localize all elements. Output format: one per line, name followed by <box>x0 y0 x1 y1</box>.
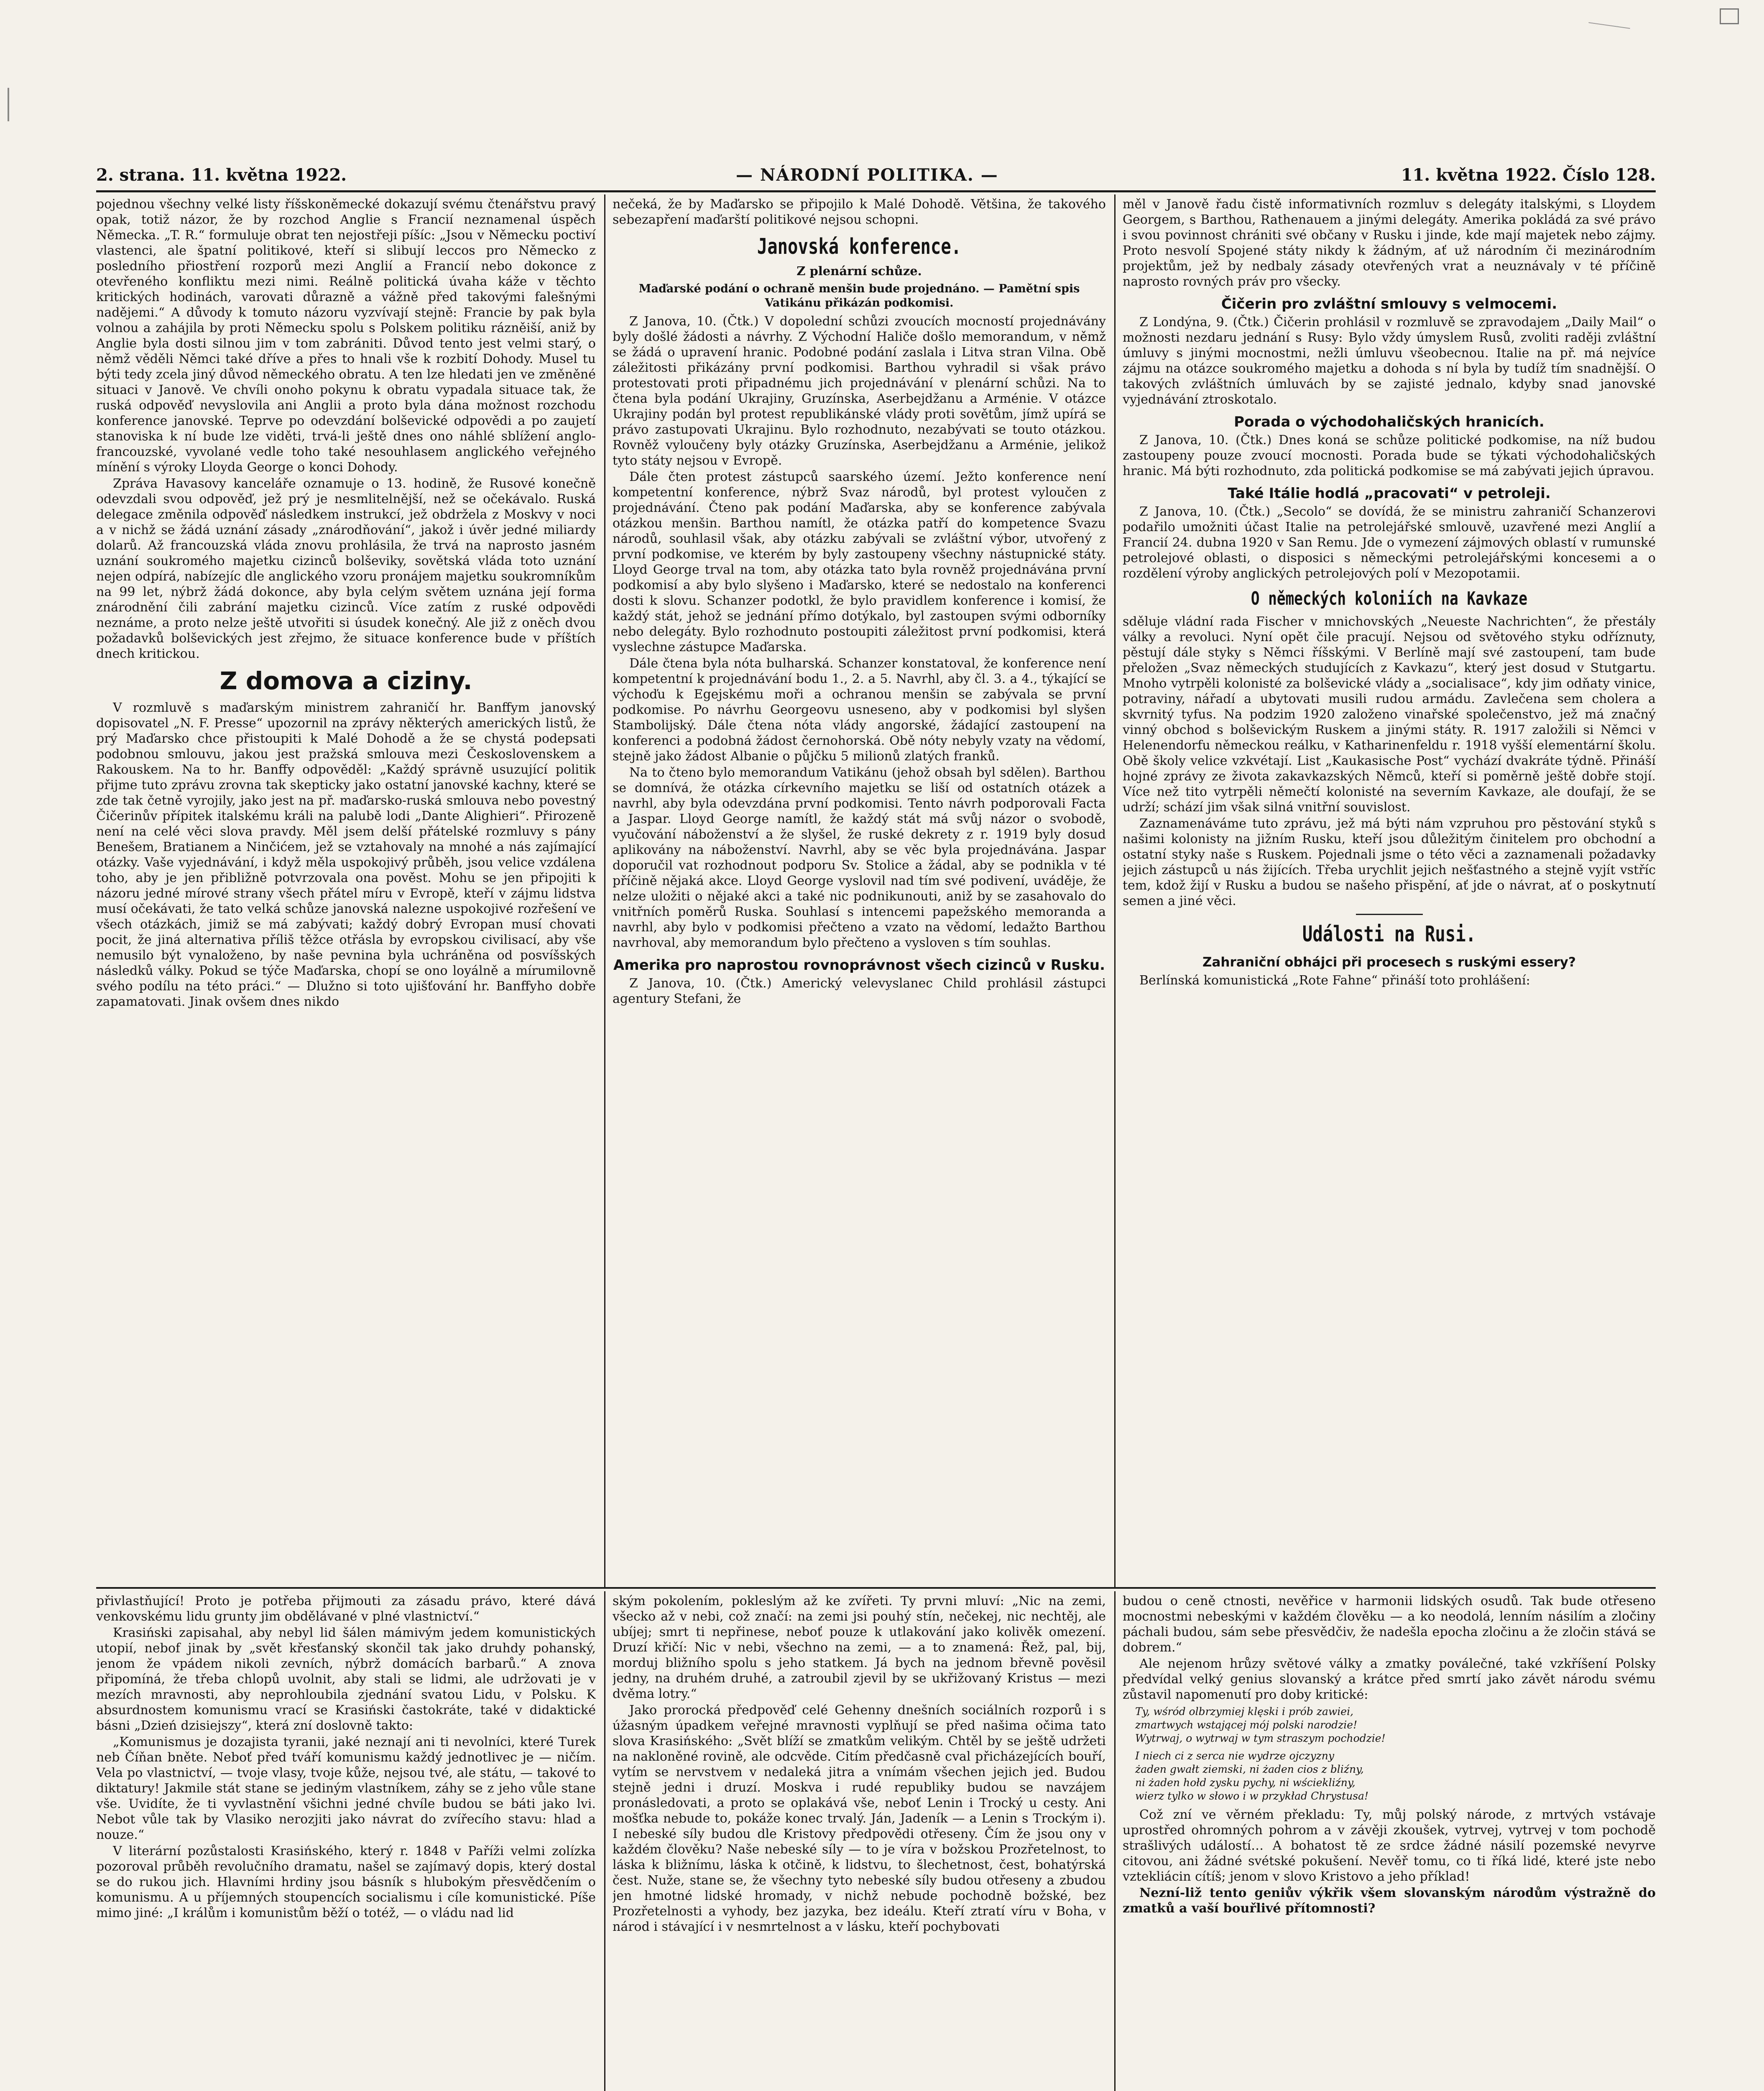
article-heading-kolonie: O německých koloniích na Kavkaze <box>1251 588 1528 609</box>
feuilleton-text: budou o ceně ctnosti, nevěřice v harmonii lidských osudů. Tak bude otřeseno mocnostmi nebeskými v každém člověku — a ko neodolá, lenním násilím a zločiny páchali budou, sám sebe přesvědčiv, že nadešla epocha zločinu a že zločin stává se dobrem.“ <box>1123 1594 1656 1655</box>
article-text: nečeká, že by Maďarsko se připojilo k Malé Dohodě. Většina, že takového sebezapření maďarští politikové nejsou schopni. <box>613 197 1106 227</box>
article-text: Zpráva Havasovy kanceláře oznamuje o 13. hodině, že Rusové konečně odevzdali svou odpověď, jež prý je nesmlitelnější, než se očekávalo. Ruská delegace změnila odpověď následkem instrukcí, jež obdržela z Moskvy v noci a v nichž se žádá uznání zásady „znárodňování“, jakož i úvěr jedné miliardy dolarů. Až francouzská vláda znovu prohlásila, že trvá na naprosto jasném uznání soukromého majetku cizinců bolševiky, sovětská vláda toto uznání nejen odpírá, nabízejíc dle anglického vzoru pronájem majetku soukromníkům na 99 let, nýbrž žádá dokonce, aby byla celým světem uznána její forma znárodnění čili zabrání majetku cizinců. Více zatím z ruské odpovědi neznáme, a proto nelze ještě utvořiti si úsudek konečný. Ale již z oněch dvou požadavků bolševických jest zřejmo, že situace konference bude v příštích dnech kritickou. <box>96 476 596 661</box>
scan-corner-mark <box>1720 8 1739 24</box>
poem-line: żaden gwałt ziemski, ni żaden cios z bliźny, <box>1135 1763 1364 1775</box>
column-rule-1 <box>604 194 605 1587</box>
feuilleton-text: ským pokolením, pokleslým až ke zvířeti. Ty prvni mluví: „Nic na zemi, všecko až v nebi, což značí: na zemi jsi pouhý stín, nečekej, nic nechtěj, ale ubíjej; smrt ti nepřinese, neboť pouze k utlakování jako kolivěk omezení. Druzí křičí: Nic v nebi, všechno na zemi, — a to znamená: Řež, pal, bij, morduj bližního spolu s jeho statkem. Já bych na jednom břevně pověsil jedny, na druhém druhé, a zatroubil zjevil by se ukřižovaný Kristus — mezi dvěma lotry.“ <box>613 1594 1106 1701</box>
article-text: V rozmluvě s maďarským ministrem zahraničí hr. Banffym janovský dopisovatel „N. F. Presse“ upozornil na zprávy některých amerických listů, že prý Maďarsko chce přistoupiti k Malé Dohodě a že se chystá podepsati podobnou smlouvu, jakou jest pražská smlouva mezi Československem a Rakouskem. Na to hr. Banffy odpověděl: „Každý správně usuzující politik přijme tuto zprávu zrovna tak skepticky jako ostatní janovské kachny, které se zde tak četně vyrojily, jako jest na př. maďarsko-ruská smlouva nebo povestný Čičerinův přípitek italskému králi na palubě lodi „Dante Alighieri“. Přirozeně není na celé věci slova pravdy. Měl jsem delší přátelské rozmluvy s pány Benešem, Bratianem a Ninčićem, jež se vztahovaly na mnohé a nás zajímající otázky. Vaše vyjednávání, i když měla uspokojivý průběh, jsou velice vzdálena toho, aby je jen přibližně potvrzovala ona pověst. Mohu se jen připojiti k názoru jedné mírové strany všech přátel míru v Evropě, kteří v zájmu lidstva musí očekávati, že tato velká schůze janovská nalezne uspokojivé rozřešení ve všech otázkách, jimiž se má zabývati; každý dobrý Evropan musí chovati pocit, že jiná alternativa příliš těžce otřásla by evropskou civilisací, aby vše nemusilo být vynaloženo, by naše pevnina byla uchráněna od posvíšských následků války. Pokud se týče Maďarska, chopí se ono loyálně a mírumilovně svého podílu na této práci.“ — Dlužno si toto ujišťování hr. Banffyho dobře zapamatovati. Jinak ovšem dnes nikdo <box>96 700 596 1009</box>
column-1-top <box>96 197 596 1585</box>
feuilleton-text: „Komunismus je dozajista tyranii, jaké neznají ani ti nevolníci, které Turek neb Číňan bněte. Neboť před tváří komunismu každý jednotlivec je — ničím. Vela po vlastnictví, — tvoje vlasy, tvoje kůže, nejsou tvé, ale státu, — takové to diktatury! Jakmile stát stane se jediným vlastníkem, záhy se z jeho vůle stane vše. Uvidíte, že ti vyvlastnění všichni jedné chvíle budou se báti jako lvi. Nebot vůle tak by Vlasiko nerozjiti jako návrat do zvířecího stavu: hlad a nouze.“ <box>96 1735 596 1842</box>
feuilleton-text: Ale nejenom hrůzy světové války a zmatky poválečné, také vzkříšení Polsky předvídal velký genius slovanský a krátce před smrtí jako závět národu svému zůstavil napomenutí pro doby kritické: <box>1123 1656 1656 1702</box>
article-text: Na to čteno bylo memorandum Vatikánu (jehož obsah byl sdělen). Barthou se domnívá, že otázka církevního majetku se liší od ostatních otázek a navrhl, aby byla odevzdána první podkomisi. Tento návrh podporovali Facta a Jaspar. Lloyd George namítl, že každý stát má svůj názor o svobodě, vyučování náboženství a že slyšel, že ruské dekrety z r. 1919 byly dosud aplikovány na náboženství. Navrhl, aby se věc byla projednávána. Jaspar doporučil vat rozhodnout podporu Sv. Stolice a žádal, aby se podnikla v té příčině nějaká akce. Lloyd George vyslovil nad tím své podivení, uváděje, že nelze uložiti o nějaké akci a také nic podnikunouti, aniž by se zasahovalo do vnitřních poměrů Ruska. Souhlasí s intencemi papežského memoranda a navrhl, aby bylo v podkomisi přečteno a vzato na vědomí, ledažto Barthou navrhoval, aby memorandum bylo přečteno a vysloven s tím souhlas. <box>613 765 1106 950</box>
article-text: Berlínská komunistická „Rote Fahne“ přináší toto prohlášení: <box>1139 973 1530 988</box>
section-heading-domov: Z domova a ciziny. <box>220 667 472 695</box>
header-rule <box>96 190 1656 192</box>
poem-line: wierz tylko w słowo i w przykład Chrystusa! <box>1135 1790 1369 1802</box>
article-text: Dále čten protest zástupců saarského území. Ježto konference není kompetentní konference, nýbrž Svaz národů, byl protest vyloučen z projednávání. Čteno pak podání Maďarska, aby se konference zabývala otázkou menšin. Barthou namítl, že otázka patří do kompetence Svazu národů, souhlasil však, aby otázku zabývali se zvláštní výbor, utvořený z první podkomise, ve kterém by byly zastoupeny všechny nástupnické státy. Lloyd George trval na tom, aby otázka tato byla rovněž projednávána první podkomisí a aby bylo slyšeno i Maďarsko, které se nedostalo na konferenci dosti k slovu. Schanzer podotkl, že bylo pravidlem konference i komisí, že každý stát, jehož se jednání přímo dotýkalo, byl zastoupen svými odborníky nebo delegáty. Bylo rozhodnuto postoupiti záležitost první podkomisi, která vyslechne zástupce Maďarska. <box>613 470 1106 654</box>
poem-line: I niech ci z serca nie wydrze ojczyzny <box>1135 1750 1334 1762</box>
feuilleton-column-3 <box>1123 1593 1656 2091</box>
section-heading-udalosti: Události na Rusi. <box>1302 922 1476 947</box>
page-header <box>96 161 1656 190</box>
feuilleton-text: přivlastňující! Proto je potřeba přijmouti za zásadu právo, které dává venkovskému lidu grunty jim obdělávané v plné vlastnictví.“ <box>96 1594 596 1624</box>
header-date-right: 11. května 1922. Číslo 128. <box>1401 165 1656 185</box>
article-subheading: Z plenární schůze. <box>796 264 922 278</box>
poem-line: ni żaden hołd zysku pychy, ni wściekliźny, <box>1135 1777 1356 1789</box>
article-heading-janovska: Janovská konference. <box>757 234 962 259</box>
poem-line: Ty, wśród olbrzymiej klęski i prób zawiei, <box>1135 1705 1354 1718</box>
column-rule-2 <box>1114 194 1116 1587</box>
article-heading-cicerin: Čičerin pro zvláštní smlouvy s velmocemi. <box>1221 296 1557 312</box>
feuilleton-text: Nezní-liž tento geniův výkřik všem slovanským národům výstražně do zmatků a vaší bouřlivé přítomnosti? <box>1123 1886 1656 1916</box>
feuilleton-text: Jako prorocká předpověď celé Gehenny dnešních sociálních rozporů i s úžasným úpadkem veřejné mravnosti vyplňují se před našima očima tato slova Krasińského: „Svět blíží se zmatkům velikým. Chtěl by se ještě udržeti na nakloněné rovině, ale odcvěde. Citím předčasně cval přicházejících bouří, vytím se nervstvem v nedaleká jitra a vnímám všechen jejich jed. Budou stejně jedni i druzí. Moskva i rudé republiky budou se navzájem pronásledovati, a proto se oplakává vše, neboť Lenin i Trocký u cesty. Ani mošťka nebude to, pokáže konec trvalý. Ján, Jadeník — a Lenin s Trockým i). I nebeské síly budou dle Kristovy předpovědi otřeseny. Čím že jsou ony v každém člověku? Naše nebeské síly — to je víra v božskou Prozřetelnost, to láska k bližnímu, láska k otčině, k lidstvu, to šlechetnost, čest, bohatýrská čest. Nuže, stane se, že všechny tyto nebeské síly budou otřeseny a zbudou jen hmotné lidské hromady, v nichž nebude pochodně božské, bez Prozřetelnosti a vyhody, bez jazyka, bez ideálu. Kteří ztratí víru v Boha, v národ i stávající i v nesmrtelnost a v lásku, kteří pochybovati <box>613 1703 1106 1934</box>
feuilleton-text: V literární pozůstalosti Krasińského, který r. 1848 v Paříži velmi zolízka pozoroval průběh revolučního dramatu, našel se zajímavý dopis, který dostal se do rukou jich. Hlavními hrdiny jsou básník s hlubokým přesvědčením o komunismu. A u příjemných stoupencích socialismu i cíle komunistické. Píše mimo jiné: „I králům i komunistům běží o totéž, — o vládu nad lid <box>96 1844 596 1920</box>
fold-rule <box>96 1587 1656 1589</box>
poem-stanza-1 <box>1135 1705 1656 1745</box>
article-text: Z Janova, 10. (Čtk.) Americký velevyslanec Child prohlásil zástupci agentury Stefani, že <box>613 976 1106 1006</box>
column-2-top <box>613 197 1106 1585</box>
poem-line: Wytrwaj, o wytrwaj w tym straszym pochodzie! <box>1135 1732 1386 1744</box>
poem-stanza-2 <box>1135 1749 1656 1803</box>
poem-line: zmartwych wstającej mój polski narodzie! <box>1135 1719 1358 1731</box>
column-rule-4 <box>1114 1591 1116 2091</box>
article-text: měl v Janově řadu čistě informativních rozmluv s delegáty italskými, s Lloydem Georgem, s Barthou, Rathenauem a jinými delegáty. Amerika pokládá za své právo i svou povinnost chrániti své občany v Rusku i jinde, kde mají majetek nebo zájmy. Proto nesvolí Spojené státy nikdy k žádným, ať už národním či mezinárodním projektům, jež by nedbaly zásady otevřených vrat a neuznávaly v té příčině naprosto rovných práv pro všecky. <box>1123 197 1656 289</box>
article-text: Z Janova, 10. (Čtk.) V dopolední schůzi zvoucích mocností projednávány byly došlé žádosti a návrhy. Z Východní Haliče došlo memorandum, v němž se žádá o upravení hranic. Podobné podání zaslala i Litva stran Vilna. Obě záležitosti přikázány první podkomisi. Barthou vyhradil si však právo protestovati proti připadnému jich projednávání v plenární schůzi. Na to čtena byla podání Ukrajiny, Gruzínska, Aserbejdžanu a Arménie. V otázce Ukrajiny podán byl protest republikánské vlády proti sovětům, jímž upírá se právo zastupovati Ukrajinu. Bylo rozhodnuto, nezabývati se touto otázkou. Rovněž vyloučeny byly otázky Gruzínska, Aserbejdžanu a Arménie, jelikož tyto státy nejsou v Evropě. <box>613 314 1106 468</box>
article-heading-italie: Také Itálie hodlá „pracovati“ v petroleji. <box>1228 485 1551 502</box>
header-date-left: 2. strana. 11. května 1922. <box>96 165 347 185</box>
scan-edge-mark <box>8 88 9 121</box>
column-rule-3 <box>604 1591 605 2091</box>
article-text: Z Londýna, 9. (Čtk.) Čičerin prohlásil v rozmluvě se zpravodajem „Daily Mail“ o možnosti nezdaru jednání s Rusy: Bylo vždy úmyslem Rusů, zvoliti raději zvláštní úmluvy s jinými mocnostmi, nežli úmluvu všeobecnou. Italie na př. má nejvíce zájmu na otázce soukromého majetku a dohoda s ní byla by tudíž tím snadnější. O takových zvláštních úmluvách by se zajisté jednalo, kdyby snad janovské vyjednávání ztroskotalo. <box>1123 315 1656 407</box>
scan-pencil-mark <box>1588 22 1630 29</box>
article-subheading-detail: Maďarské podání o ochraně menšin bude projednáno. — Pamětní spis Vatikánu přikázán podkomisi. <box>638 282 1080 309</box>
feuilleton-column-2 <box>613 1593 1106 2091</box>
article-heading-porada: Porada o východohaličských hranicích. <box>1234 414 1544 430</box>
article-text: sděluje vládní rada Fischer v mnichovských „Neueste Nachrichten“, že přestály války a revoluci. Nyní opět čile pracují. Nejsou od světového styku odříznuty, pěstují dále styky s Němci říšskými. V Berlíně mají své zastoupení, tam bude přeložen „Svaz německých studujících z Kavkazu“, který jest dosud v Stutgartu. Mnoho vytrpěli kolonisté za bolševické vlády a „socialisace“, kdy jim odňaty vinice, potraviny, nářadí a ubytovati musili rudou armádu. Zavlečena sem cholera a skvrnitý tyfus. Na podzim 1920 založeno vinařské společenstvo, jež má značný vinný obchod s bolševickým Ruskem a jinými státy. R. 1917 založili si Němci v Helenendorfu německou reálku, v Katharinenfeldu r. 1918 vyšší elementární školu. Obě školy velice vzkvétají. List „Kaukasische Post“ vychází dvakráte týdně. Přináší hojné zprávy ze života zakavkazských Němců, kteří si poměrně ještě dobře stojí. Více než tito vytrpěli němečtí kolonisté na severním Kavkaze, ale doufají, že se udrží; schází jim však silná vnitřní souvislost. <box>1123 614 1656 815</box>
feuilleton-text: Což zní ve věrném překladu: Ty, můj polský národe, z mrtvých vstávaje uprostřed ohromných pohrom a v závěji zkoušek, vytrvej, vytrvej v tom pochodě strašlivých událostí… A bohatost tě ze srdce žádné násilí pozemské nevyrve citovou, ani žádné svétské pokušení. Nevěř tomu, co ti říká lidé, které jste nebo vztekliácin cítíš; jenom v slovo Kristovo a jeho příklad! <box>1123 1807 1656 1884</box>
article-text: Zaznamenáváme tuto zprávu, jež má býti nám vzpruhou pro pěstování styků s našimi kolonisty na jižním Rusku, kteří jsou důležitým činitelem pro obchodní a ostatní styky naše s Ruskem. Pojednali jsme o této věci a zaznamenali požadavky jejich zástupců u nás žijících. Třeba urychlit jejich nešťastného a stejně vyjít vstříc tem, kdož žijí v Rusku a budou se našeho přispění, ať jde o návrat, ať o poskytnutí semen a jiné věci. <box>1123 816 1656 908</box>
article-heading-amerika: Amerika pro naprostou rovnoprávnost všech cizinců v Rusku. <box>613 957 1105 974</box>
article-text: Z Janova, 10. (Čtk.) „Secolo“ se dovídá, že se ministru zahraničí Schanzerovi podařilo umožniti účast Italie na petrolejářské smlouvě, uzavřené mezi Anglií a Francií 24. dubna 1920 v San Remu. Jde o vymezení zájmových oblastí v rumunské petrolejové oblasti, o disposici s německými petrolejářskými koncesemi a o rozdělení výroby anglických petrolejových polí v Mezopotamii. <box>1123 504 1656 581</box>
column-3-top <box>1123 197 1656 1585</box>
separator <box>1356 914 1423 915</box>
feuilleton-text: Krasiński zapisahal, aby nebyl lid šálen mámivým jedem komunistických utopií, nebof jinak by „svět křesťanský skončil tak jako druhdy pohanský, jenom že vpádem nikoli zevních, nýbrž domácích barbarů.“ A znova připomíná, že třeba chlopů uvolnit, aby stali se lidmi, ale udržovati je v mezích mravnosti, aby neprohloubila zjednání svatou Lidu, v Polsku. K absurdnostem komunismu vrací se Krasiński častokráte, také v didaktické básni „Dzień dzisiejszy“, která zní doslovně takto: <box>96 1626 596 1733</box>
article-text: Z Janova, 10. (Čtk.) Dnes koná se schůze politické podkomise, na níž budou zastoupeny pouze zvoucí mocnosti. Porada bude se týkati východohaličských hranic. Má býti rozhodnuto, zda politická podkomise se má zabývati jejich úpravou. <box>1123 433 1656 478</box>
article-heading-essery: Zahraniční obhájci při procesech s ruskými essery? <box>1202 955 1576 970</box>
masthead-title: — NÁRODNÍ POLITIKA. — <box>736 165 998 185</box>
feuilleton-column-1 <box>96 1593 596 2091</box>
article-text: Dále čtena byla nóta bulharská. Schanzer konstatoval, že konference není kompetentní k projednávání bodu 1., 2. a 5. Navrhl, aby čl. 3. a 4., týkající se výchoďu k Egejskému moři a ochranou menšin se zabývala se první podkomise. Po návrhu Georgeovu usneseno, aby v podkomisi byl slyšen Stambolijský. Dále čtena nóta vlády angorské, žádající zastoupení na konferenci a podobná žádost černohorská. Obě nóty nebyly vzaty na vědomí, stejně jako žádost Albanie o půjčku 5 milionů zlatých franků. <box>613 656 1106 764</box>
article-text: pojednou všechny velké listy říšskoněmecké dokazují svému čtenářstvu pravý opak, totiž názor, že by rozchod Anglie s Francií neznamenal úspěch Německa. „T. R.“ formuluje obrat ten nejostřeji píšíc: „Jsou v Německu poctiví vlastenci, ale špatní politikové, kteří si slibují leccos pro Německo z posledního přiostření rozporů mezi Anglií a Francií nebo dokonce z otevřeného konfliktu mezi nimi. Reálně politická úvaha káže v těchto kritických hodinách, varovati důrazně a vážně před takovými falešnými nadějemi.“ A důvody k tomuto názoru vyzvívají stejně: Francie by pak byla volnou a zahájila by proti Německu spolu s Polskem politiku rázněiší, aniž by Anglie byla dosti silnou jim v tom zabrániti. Důvod tento jest velmi starý, o němž věděli Němci také dříve a přes to hnali vše k rozbití Dohody. Musel tu býti tedy zcela jiný důvod německého obratu. A ten lze hledati jen ve změněné situaci v Janově. Ve chvíli onoho pokynu k obratu vypadala situace tak, že ruská odpověď nevyslovila ani Anglii a proto byla dána možnost rozchodu konference janovské. Teprve po odevzdání bolševické odpovědi a po zaujetí stanoviska k ní bude lze viděti, trvá-li ještě dnes ono náhlé sblížení anglo-francouzské, vyvolané vedle toho také nesouhlasem anglického veřejného mínění s výroky Lloyda George o konci Dohody. <box>96 197 596 475</box>
